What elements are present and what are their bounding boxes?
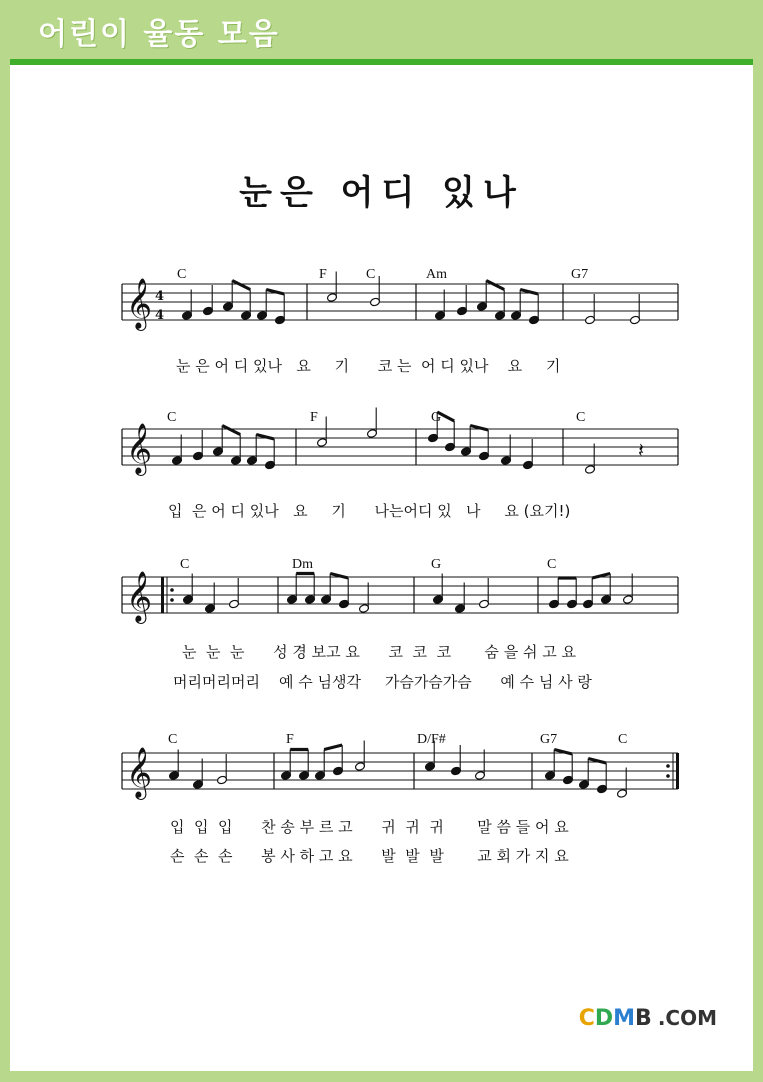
sheet-music-page: [10, 65, 753, 1071]
chord-symbol: C: [180, 557, 190, 572]
repeat-barline: [676, 753, 679, 789]
time-signature: 4: [155, 308, 165, 323]
chord-symbol: Dm: [292, 557, 313, 572]
chord-symbol: F: [319, 267, 327, 282]
chord-symbol: G: [431, 557, 442, 572]
treble-clef-icon: 𝄞: [126, 571, 153, 622]
chord-symbol: D/F#: [417, 732, 446, 747]
chord-symbol: C: [547, 557, 557, 572]
repeat-dot: [666, 764, 670, 768]
treble-clef-icon: 𝄞: [126, 278, 153, 329]
logo-letter: C: [578, 1006, 595, 1031]
chord-symbol: C: [576, 410, 586, 425]
cdmb-logo: [579, 1006, 717, 1031]
logo-letter: B: [635, 1006, 652, 1031]
time-signature: 4: [155, 289, 165, 304]
chord-symbol: G: [431, 410, 442, 425]
note-beam: [486, 281, 504, 290]
repeat-dot: [170, 588, 174, 592]
logo-domain: .COM: [657, 1006, 717, 1030]
chord-symbol: F: [310, 410, 318, 425]
lyric-line: 머리머리머리 예 수 님생각 가슴가슴가슴 예 수 님 사 랑: [173, 673, 592, 691]
lyric-line: 입 은 어 디 있나 요 기 나는어디 있 나 요 (요기!): [168, 502, 571, 520]
treble-clef-icon: 𝄞: [126, 423, 153, 474]
chord-symbol: Am: [426, 267, 447, 282]
chord-symbol: G7: [540, 732, 558, 747]
chord-symbol: C: [177, 267, 187, 282]
repeat-dot: [170, 598, 174, 602]
top-banner: [0, 0, 763, 60]
lyric-line: 손 손 손 봉 사 하 고 요 발 발 발 교 회 가 지 요: [170, 847, 569, 865]
chord-symbol: C: [618, 732, 628, 747]
lyric-line: 눈 눈 눈 성 경 보고 요 코 코 코 숨 을 쉬 고 요: [182, 643, 576, 661]
note-beam: [222, 426, 240, 435]
chord-symbol: G7: [571, 267, 589, 282]
quarter-rest-icon: 𝄽: [638, 438, 645, 462]
chord-symbol: F: [286, 732, 294, 747]
banner-title: 어린이 율동 모음: [38, 17, 280, 52]
lyric-line: 입 입 입 찬 송 부 르 고 귀 귀 귀 말 씀 들 어 요: [170, 818, 569, 836]
note-beam: [232, 281, 250, 290]
chord-symbol: C: [167, 410, 177, 425]
lyric-line: 눈 은 어 디 있나 요 기 코 는 어 디 있나 요 기: [176, 357, 561, 375]
logo-letter: D: [594, 1006, 614, 1031]
treble-clef-icon: 𝄞: [126, 747, 153, 798]
sheet-music-notation: [10, 65, 753, 1071]
chord-symbol: C: [168, 732, 178, 747]
logo-letter: M: [613, 1006, 636, 1031]
note-beam: [324, 745, 342, 750]
song-title: 눈은 어디 있나: [239, 173, 524, 213]
repeat-dot: [666, 774, 670, 778]
repeat-barline: [161, 577, 164, 613]
chord-symbol: C: [366, 267, 376, 282]
